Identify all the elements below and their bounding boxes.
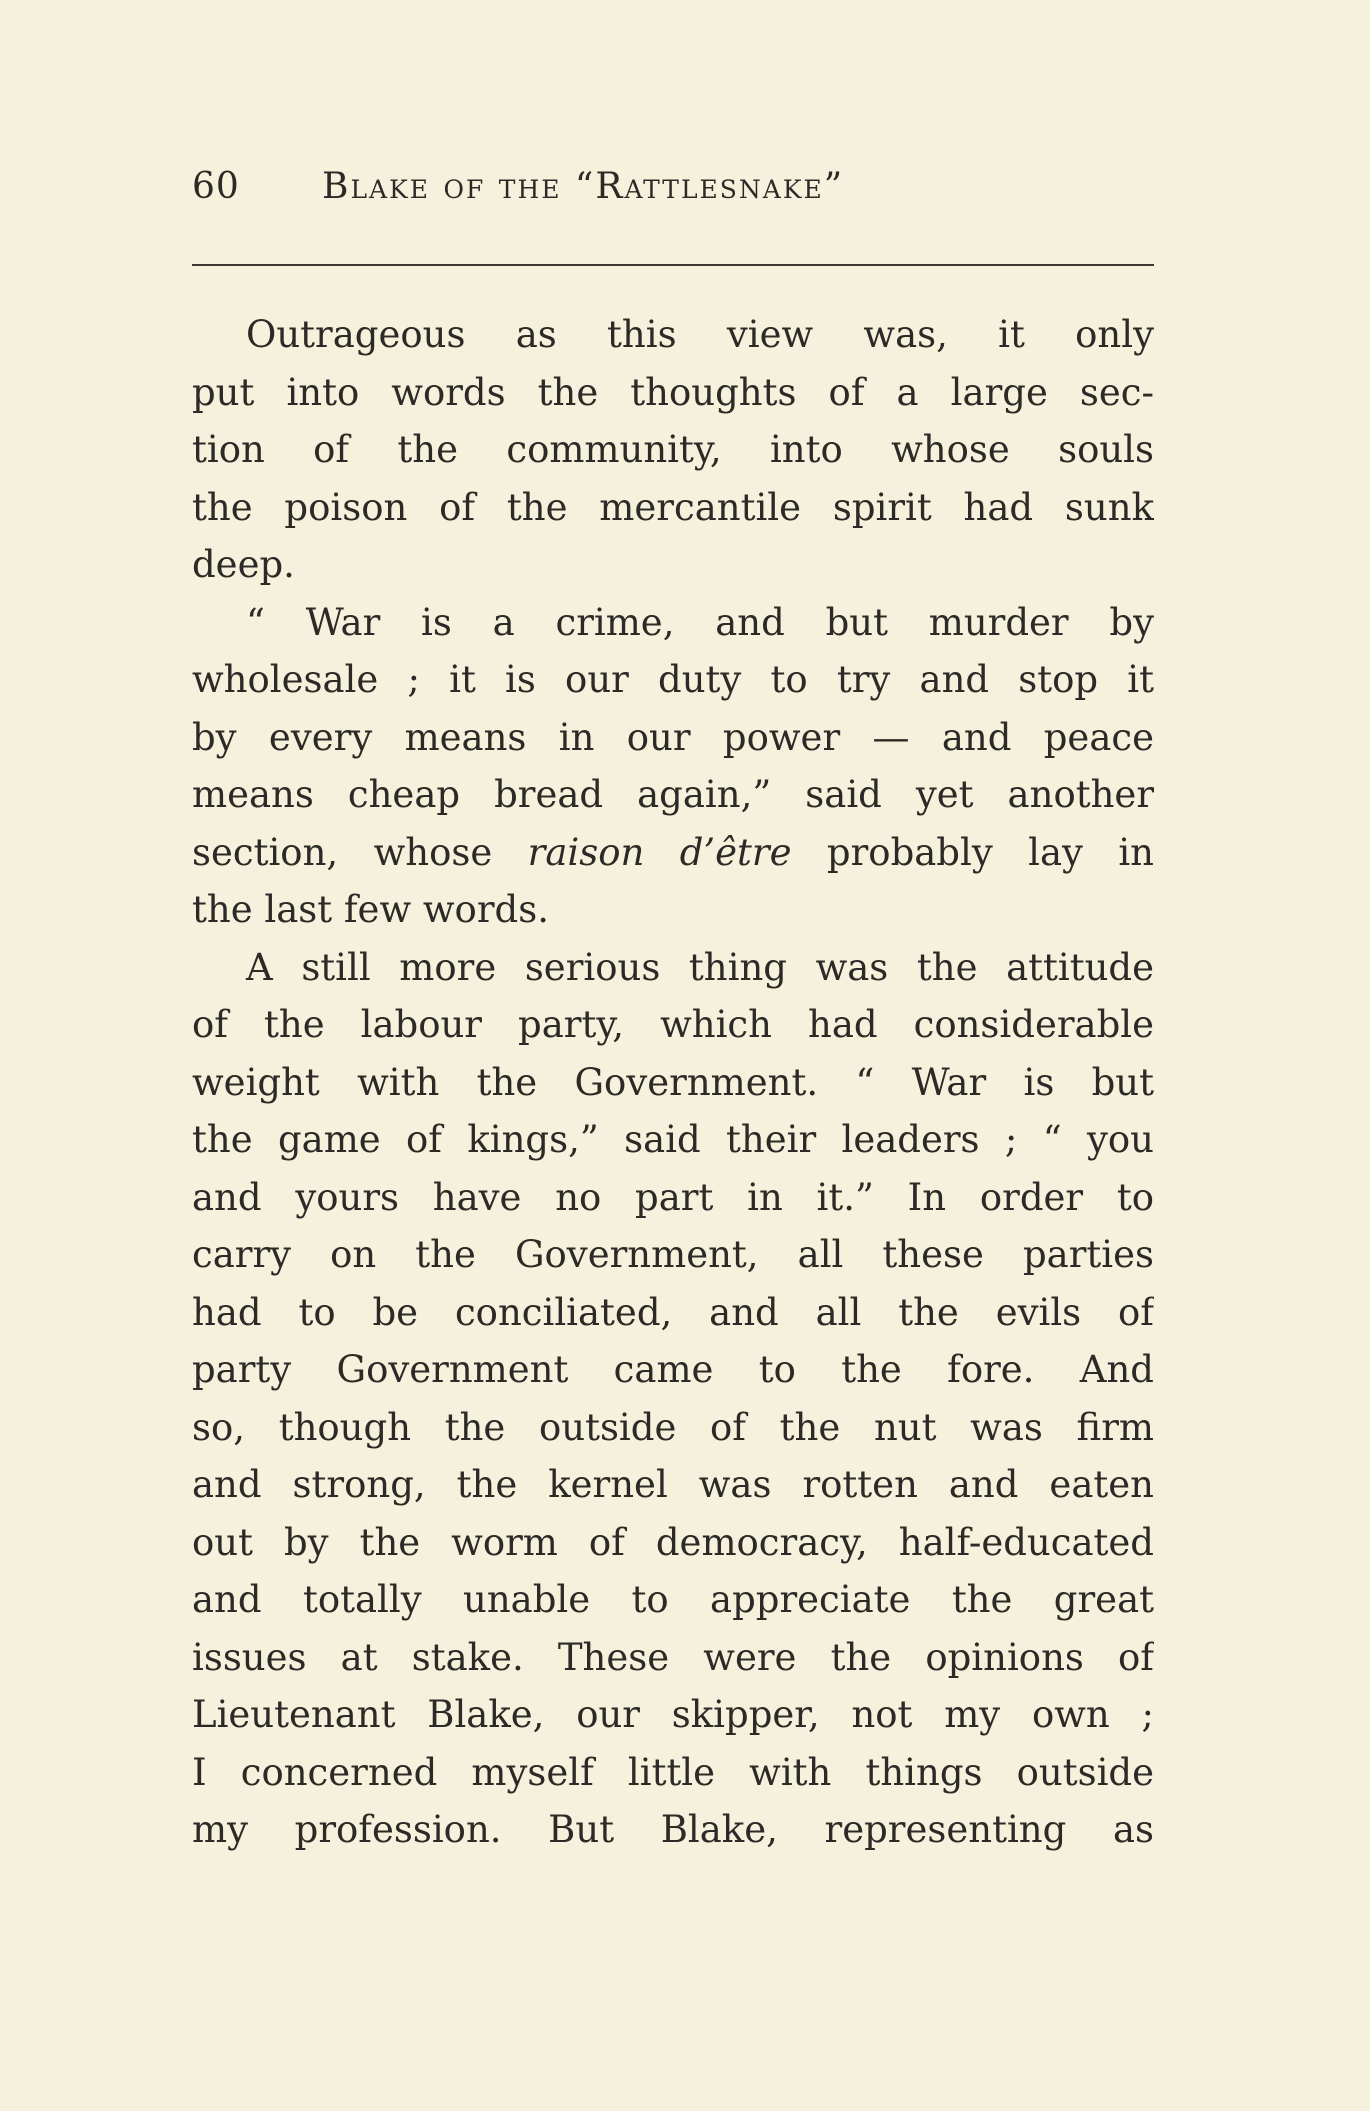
text-line: weight with the Government. “ War is but (192, 1060, 1154, 1104)
italic-phrase: raison d’être (527, 830, 792, 874)
text-line: of the labour party, which had considerable (192, 1003, 1154, 1046)
text-line: had to be conciliated, and all the evils of (192, 1290, 1154, 1334)
text-line: and totally unable to appreciate the great (192, 1578, 1154, 1621)
text-line: “ War is a crime, and but murder by (246, 600, 1154, 644)
text-line: wholesale ; it is our duty to try and stop it (192, 658, 1154, 701)
text-line: and strong, the kernel was rotten and eaten (192, 1463, 1154, 1506)
text-line: issues at stake. These were the opinions of (192, 1635, 1154, 1679)
text-line: carry on the Government, all these parties (192, 1233, 1154, 1276)
text-line: the poison of the mercantile spirit had sunk (192, 485, 1154, 529)
text-line: put into words the thoughts of a large sec- (192, 370, 1154, 414)
text-line: the last few words. (192, 888, 549, 931)
text-line: the game of kings,” said their leaders ; “ you (192, 1118, 1154, 1161)
text-line: by every means in our power — and peace (192, 715, 1154, 759)
text-line: means cheap bread again,” said yet another (192, 773, 1154, 816)
text-segment: section, whose (192, 830, 528, 874)
text-line (192, 824, 1154, 882)
text-line: party Government came to the fore. And (192, 1348, 1154, 1391)
text-line: deep. (192, 543, 295, 586)
text-line: A still more serious thing was the attitude (246, 945, 1154, 989)
text-line: my profession. But Blake, representing as (192, 1808, 1154, 1851)
text-line: Lieutenant Blake, our skipper, not my own ; (192, 1693, 1154, 1736)
text-line: Outrageous as this view was, it only (246, 313, 1154, 356)
text-line: I concerned myself little with things outside (192, 1750, 1154, 1794)
text-line: tion of the community, into whose souls (192, 428, 1154, 471)
text-line: and yours have no part in it.” In order to (192, 1175, 1154, 1219)
page-header (192, 166, 1152, 216)
running-title: Blake of the “Rattlesnake” (322, 166, 845, 207)
text-line: so, though the outside of the nut was firm (192, 1405, 1154, 1449)
header-rule (192, 264, 1154, 266)
text-line: out by the worm of democracy, half-educated (192, 1520, 1154, 1564)
text-segment: probably lay in (791, 830, 1154, 874)
body-text (192, 306, 1154, 1859)
page-number: 60 (192, 166, 240, 207)
